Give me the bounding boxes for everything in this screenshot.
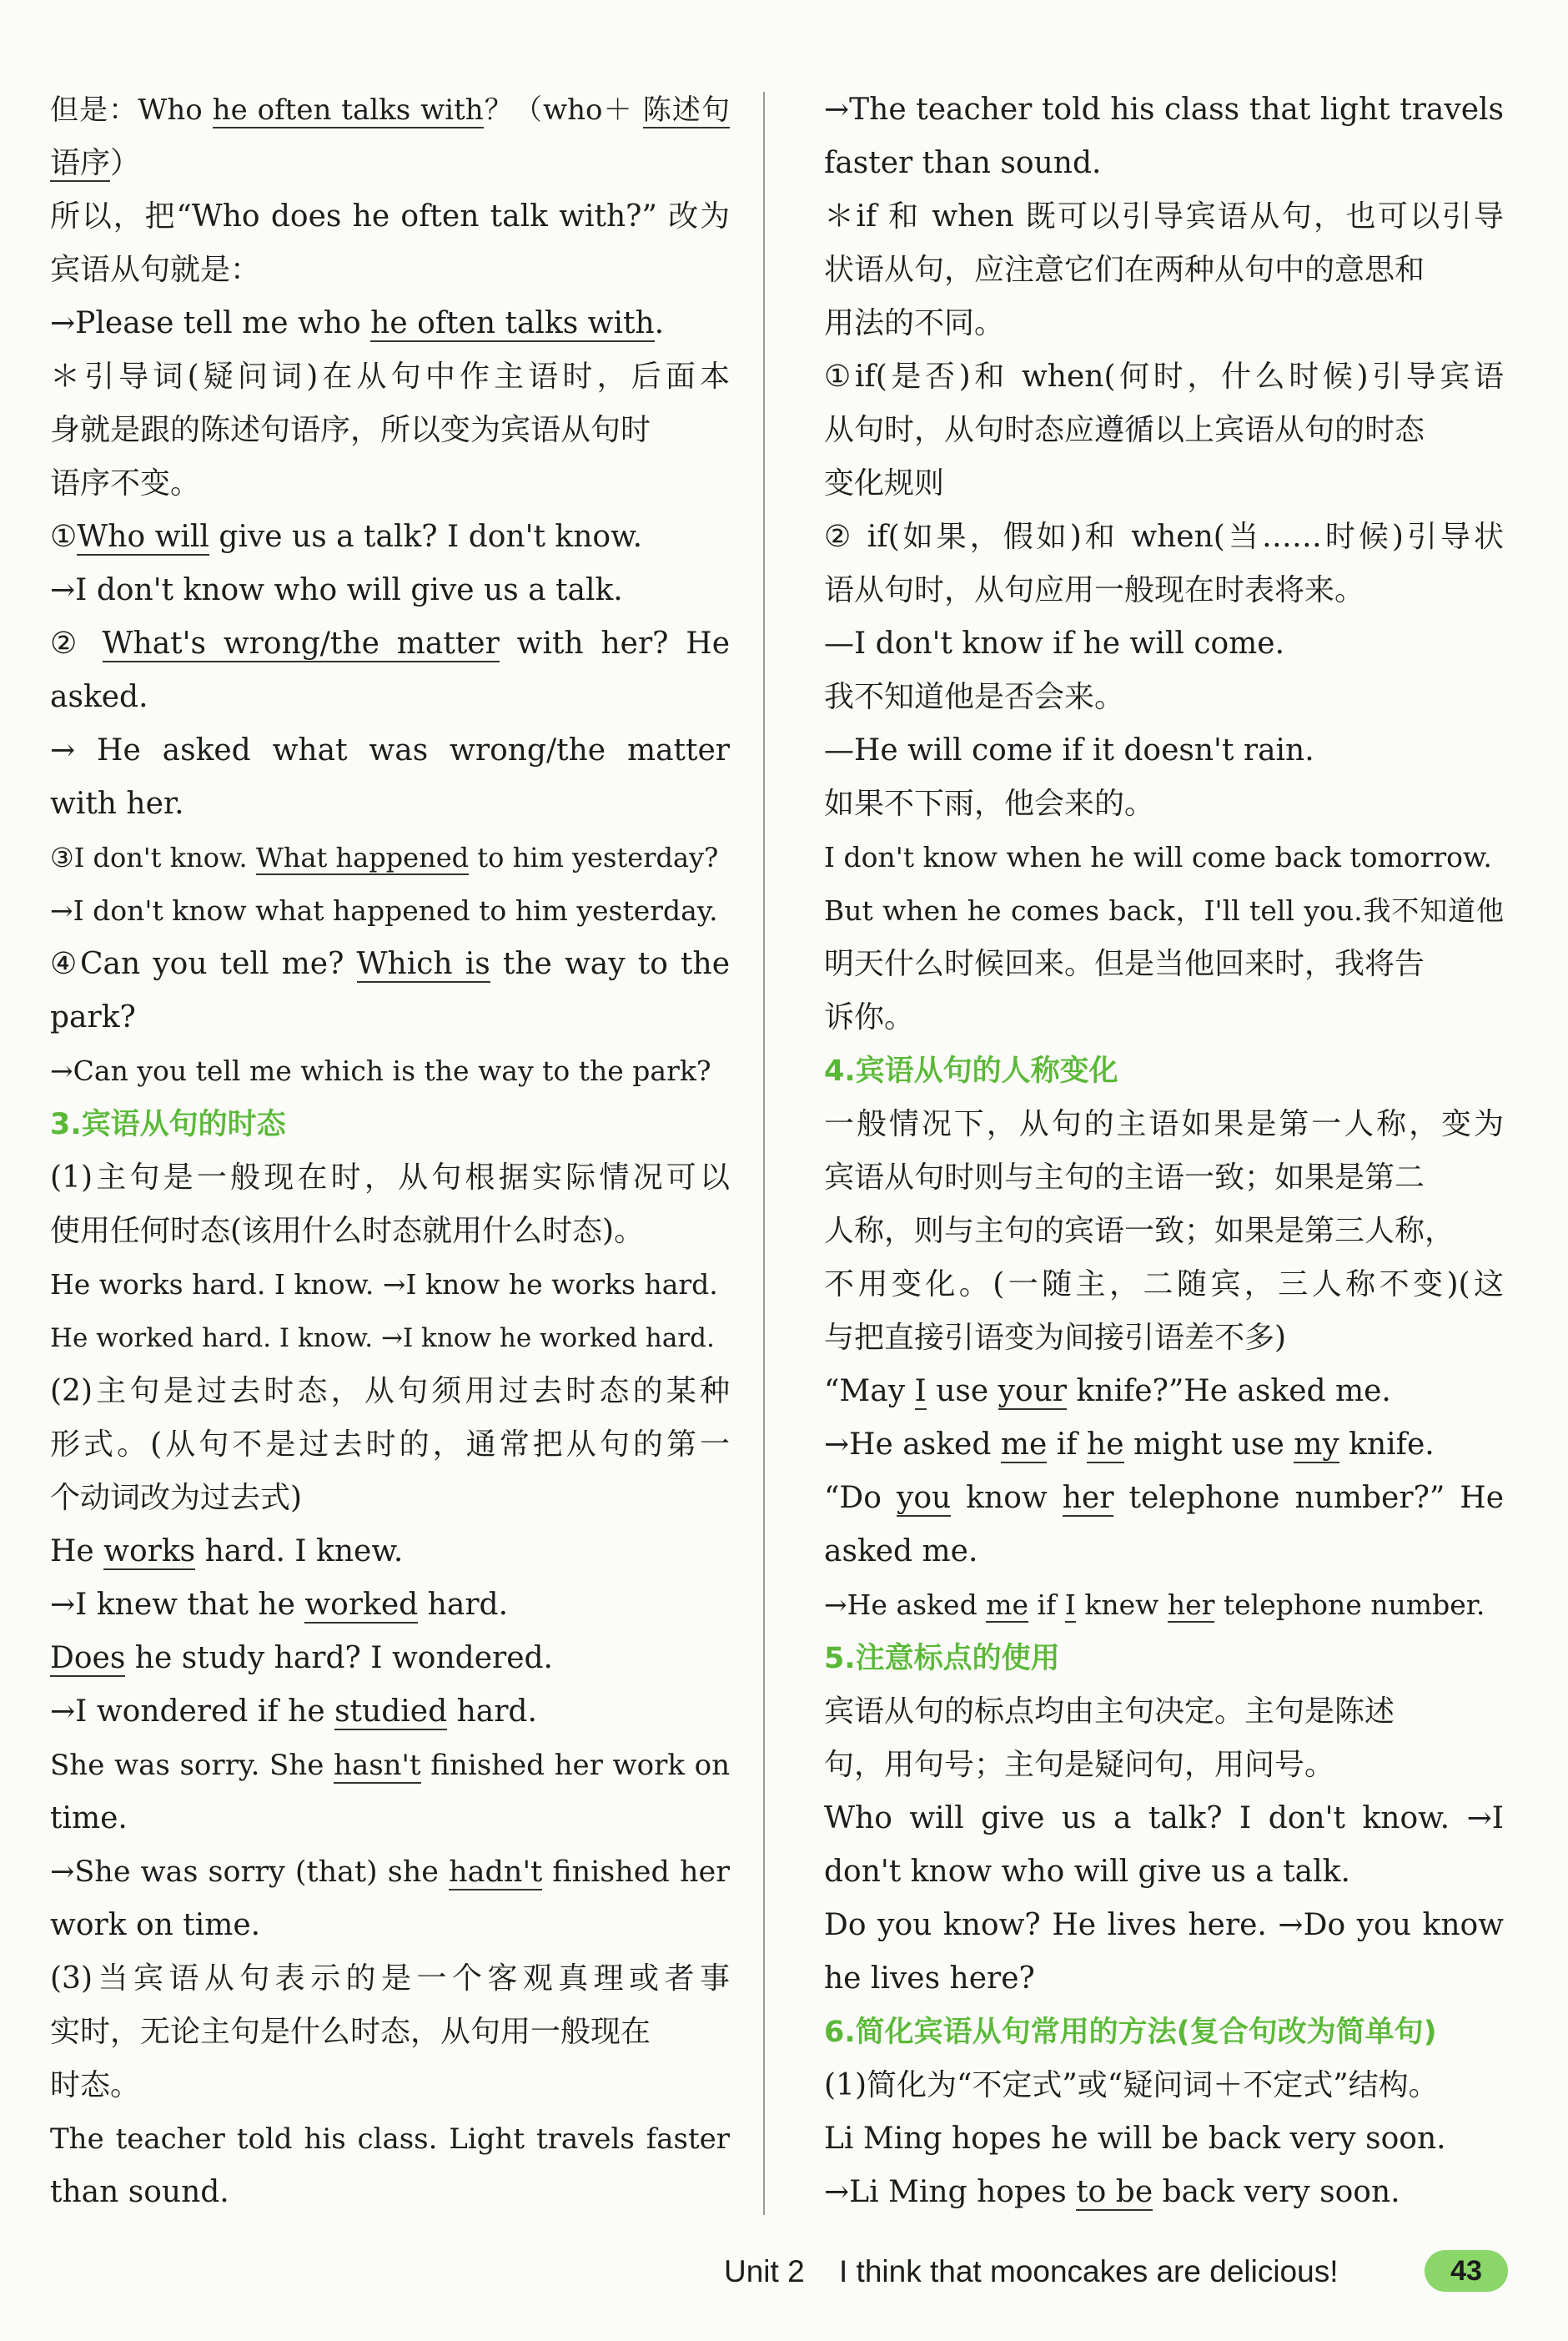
text-segment: But when he comes back，I'll tell you.我不知道他 bbox=[824, 894, 1504, 927]
text-line bbox=[50, 137, 730, 190]
footer-unit: Unit 2 bbox=[724, 2254, 805, 2288]
text-segment: 宾语从句就是： bbox=[50, 253, 261, 287]
text-line bbox=[50, 2006, 730, 2059]
text-segment: →I don't know who will give us a talk. bbox=[50, 573, 623, 607]
underlined-text: my bbox=[1294, 1427, 1339, 1462]
underlined-text: Which is bbox=[356, 947, 490, 981]
text-segment: if bbox=[1047, 1427, 1088, 1462]
text-segment: than sound. bbox=[50, 2175, 229, 2209]
text-line bbox=[824, 1258, 1504, 1311]
text-segment: →Li Ming hopes bbox=[824, 2175, 1077, 2209]
text-segment: 状语从句，应注意它们在两种从句中的意思和 bbox=[824, 253, 1425, 287]
text-line bbox=[824, 724, 1504, 778]
text-line bbox=[824, 671, 1504, 724]
text-segment: 我不知道他是否会来。 bbox=[824, 680, 1125, 714]
text-line bbox=[50, 1899, 730, 1952]
text-line bbox=[50, 1525, 730, 1578]
text-segment: →I don't know what happened to him yesterday. bbox=[50, 894, 718, 927]
text-segment: 如果不下雨，他会来的。 bbox=[824, 787, 1155, 821]
text-segment: 诉你。 bbox=[824, 1000, 915, 1035]
text-segment: 与把直接引语变为间接引语差不多) bbox=[824, 1321, 1287, 1355]
text-segment: 4.宾语从句的人称变化 bbox=[824, 1055, 1118, 1088]
text-line bbox=[50, 884, 730, 938]
text-segment: . bbox=[654, 306, 665, 340]
text-line bbox=[824, 2166, 1504, 2219]
text-line bbox=[824, 778, 1504, 831]
text-segment: he lives here? bbox=[824, 1961, 1035, 1996]
text-line bbox=[824, 1525, 1504, 1578]
text-line bbox=[50, 1365, 730, 1418]
text-line bbox=[50, 2059, 730, 2112]
text-segment: 语从句时，从句应用一般现在时表将来。 bbox=[824, 573, 1365, 607]
text-line bbox=[50, 1685, 730, 1739]
text-line bbox=[50, 511, 730, 564]
underlined-text: I bbox=[1064, 1588, 1076, 1621]
text-line bbox=[824, 1578, 1504, 1632]
text-segment: (1)简化为“不定式”或“疑问词＋不定式”结构。 bbox=[824, 2068, 1439, 2102]
text-line bbox=[50, 671, 730, 724]
text-segment: 一般情况下，从句的主语如果是第一人称，变为 bbox=[824, 1107, 1504, 1141]
text-segment: —I don't know if he will come. bbox=[824, 627, 1285, 661]
text-segment: I don't know when he will come back tomorrow. bbox=[824, 841, 1492, 873]
text-segment: the way to the bbox=[490, 947, 731, 981]
text-segment: He worked hard. I know. →I know he worked hard. bbox=[50, 1323, 715, 1353]
text-segment: finished her bbox=[542, 1855, 730, 1889]
text-line bbox=[50, 1311, 730, 1365]
text-segment: 不用变化。(一随主，二随宾，三人称不变)(这 bbox=[824, 1267, 1504, 1301]
section-heading bbox=[824, 1045, 1504, 1098]
text-segment: ？（who＋ bbox=[483, 93, 643, 127]
text-line bbox=[824, 564, 1504, 617]
text-segment: 个动词改为过去式) bbox=[50, 1481, 303, 1515]
underlined-text: me bbox=[986, 1588, 1029, 1621]
text-segment: →I wondered if he bbox=[50, 1694, 335, 1729]
text-segment: back very soon. bbox=[1153, 2175, 1400, 2209]
underlined-text: studied bbox=[334, 1694, 448, 1729]
text-segment: asked me. bbox=[824, 1534, 978, 1568]
text-segment: knew bbox=[1075, 1588, 1168, 1621]
text-segment: ） bbox=[110, 146, 141, 180]
underlined-text: worked bbox=[304, 1588, 419, 1622]
text-line bbox=[824, 457, 1504, 511]
text-segment: →He asked bbox=[824, 1588, 987, 1621]
text-segment: knife?”He asked me. bbox=[1067, 1374, 1391, 1408]
underlined-text: What's wrong/the matter bbox=[102, 627, 500, 661]
underlined-text: 陈述句 bbox=[642, 93, 731, 127]
text-line bbox=[50, 1258, 730, 1311]
underlined-text: Who will bbox=[77, 520, 209, 554]
text-segment: 使用任何时态(该用什么时态就用什么时态)。 bbox=[50, 1214, 645, 1248]
text-line bbox=[824, 511, 1504, 564]
text-line bbox=[824, 1685, 1504, 1739]
underlined-text: you bbox=[896, 1481, 952, 1515]
text-line bbox=[50, 1205, 730, 1258]
footer-title: I think that mooncakes are delicious! bbox=[839, 2254, 1339, 2288]
text-segment: 实时，无论主句是什么时态，从句用一般现在 bbox=[50, 2015, 651, 2049]
text-segment: (2)主句是过去时态，从句须用过去时态的某种 bbox=[50, 1374, 730, 1408]
text-line bbox=[824, 1418, 1504, 1472]
text-line bbox=[50, 1472, 730, 1525]
text-segment: 形式。(从句不是过去时的，通常把从句的第一 bbox=[50, 1427, 730, 1462]
text-segment: work on time. bbox=[50, 1908, 261, 1942]
text-line bbox=[50, 190, 730, 244]
text-segment: → He asked what was wrong/the matter bbox=[50, 733, 730, 768]
text-line bbox=[50, 2166, 730, 2219]
text-line bbox=[824, 617, 1504, 671]
underlined-text: What happened bbox=[255, 842, 470, 873]
text-line bbox=[824, 350, 1504, 404]
underlined-text: works bbox=[103, 1534, 196, 1568]
text-segment: →He asked bbox=[824, 1427, 1001, 1462]
section-heading bbox=[50, 1098, 730, 1151]
text-segment: ＊引导词(疑问词)在从句中作主语时，后面本 bbox=[50, 360, 730, 394]
underlined-text: me bbox=[1000, 1427, 1048, 1462]
text-line bbox=[824, 1311, 1504, 1365]
text-segment: 明天什么时候回来。但是当他回来时，我将告 bbox=[824, 947, 1425, 981]
text-line bbox=[824, 1151, 1504, 1205]
text-line bbox=[824, 1365, 1504, 1418]
page-footer bbox=[724, 2247, 1508, 2297]
text-line bbox=[50, 2112, 730, 2166]
text-line bbox=[824, 1952, 1504, 2006]
text-segment: ② bbox=[50, 627, 103, 661]
text-segment: 5.注意标点的使用 bbox=[824, 1642, 1060, 1675]
text-segment: to him yesterday? bbox=[469, 842, 719, 873]
text-line bbox=[824, 2059, 1504, 2112]
text-segment: give us a talk? I don't know. bbox=[209, 520, 643, 554]
text-segment: hard. bbox=[418, 1588, 509, 1622]
text-segment: 宾语从句的标点均由主句决定。主句是陈述 bbox=[824, 1694, 1395, 1729]
text-line bbox=[50, 724, 730, 778]
text-line bbox=[824, 404, 1504, 457]
text-segment: 语序不变。 bbox=[50, 466, 201, 501]
text-line bbox=[824, 137, 1504, 190]
underlined-text: he often talks with bbox=[370, 306, 655, 340]
text-line bbox=[50, 1632, 730, 1685]
underlined-text: I bbox=[914, 1374, 927, 1408]
text-segment: 用法的不同。 bbox=[824, 306, 1005, 340]
text-line bbox=[50, 1739, 730, 1792]
text-line bbox=[824, 297, 1504, 350]
text-segment: time. bbox=[50, 1801, 128, 1835]
underlined-text: hasn't bbox=[334, 1749, 421, 1782]
text-segment: ② if(如果，假如)和 when(当……时候)引导状 bbox=[824, 520, 1504, 554]
text-segment: He bbox=[50, 1534, 104, 1568]
text-segment: faster than sound. bbox=[824, 146, 1102, 180]
section-heading bbox=[824, 1632, 1504, 1685]
text-line bbox=[50, 1845, 730, 1899]
underlined-text: to be bbox=[1076, 2175, 1153, 2209]
text-segment: telephone number. bbox=[1214, 1588, 1485, 1621]
text-segment: 句，用句号；主句是疑问句，用问号。 bbox=[824, 1748, 1335, 1782]
text-segment: The teacher told his class. Light travels faster bbox=[50, 2122, 730, 2156]
text-segment: park? bbox=[50, 1000, 136, 1035]
text-segment: “May bbox=[824, 1374, 915, 1408]
text-segment: 6.简化宾语从句常用的方法(复合句改为简单句) bbox=[824, 2016, 1437, 2049]
text-line bbox=[824, 1739, 1504, 1792]
text-line bbox=[824, 1205, 1504, 1258]
text-segment: 宾语从句时则与主句的主语一致；如果是第二 bbox=[824, 1160, 1425, 1195]
page-number-badge: 43 bbox=[1425, 2250, 1508, 2292]
text-line bbox=[824, 1472, 1504, 1525]
text-segment: →She was sorry (that) she bbox=[50, 1855, 450, 1889]
text-line bbox=[50, 83, 730, 137]
text-segment: ③I don't know. bbox=[50, 842, 256, 873]
section-heading bbox=[824, 2006, 1504, 2059]
text-line bbox=[50, 404, 730, 457]
text-segment: he study hard? I wondered. bbox=[125, 1641, 553, 1675]
text-segment: knife. bbox=[1339, 1427, 1435, 1462]
text-line bbox=[50, 457, 730, 511]
text-segment: hard. I knew. bbox=[195, 1534, 404, 1568]
text-segment: 时态。 bbox=[50, 2068, 141, 2102]
text-segment: Do you know? He lives here. →Do you know bbox=[824, 1908, 1504, 1942]
left-column bbox=[50, 83, 730, 2219]
underlined-text: he often talks with bbox=[212, 93, 484, 127]
text-line bbox=[50, 991, 730, 1045]
text-line bbox=[50, 350, 730, 404]
text-segment: know bbox=[951, 1481, 1063, 1515]
text-segment: hard. bbox=[447, 1694, 537, 1729]
text-segment: with her? He bbox=[499, 627, 731, 661]
text-segment: →I knew that he bbox=[50, 1588, 305, 1622]
text-line bbox=[50, 244, 730, 297]
text-line bbox=[50, 1045, 730, 1098]
text-line bbox=[50, 831, 730, 884]
text-line bbox=[50, 1952, 730, 2006]
underlined-text: hadn't bbox=[449, 1855, 543, 1889]
text-line bbox=[824, 2112, 1504, 2166]
text-line bbox=[824, 190, 1504, 244]
text-segment: (3)当宾语从句表示的是一个客观真理或者事 bbox=[50, 1961, 730, 1996]
text-line bbox=[50, 1792, 730, 1845]
text-segment: Li Ming hopes he will be back very soon. bbox=[824, 2122, 1446, 2156]
text-segment: 3.宾语从句的时态 bbox=[50, 1108, 286, 1141]
underlined-text: 语序 bbox=[50, 146, 111, 180]
underlined-text: your bbox=[998, 1374, 1068, 1408]
text-segment: →The teacher told his class that light travels bbox=[824, 93, 1504, 127]
text-segment: with her. bbox=[50, 787, 184, 821]
text-segment: →Please tell me who bbox=[50, 306, 371, 340]
underlined-text: her bbox=[1167, 1588, 1215, 1621]
text-segment: ① bbox=[50, 520, 78, 554]
text-segment: don't know who will give us a talk. bbox=[824, 1855, 1350, 1889]
text-line bbox=[824, 991, 1504, 1045]
text-line bbox=[50, 297, 730, 350]
text-segment: if bbox=[1028, 1588, 1065, 1621]
text-segment: might use bbox=[1123, 1427, 1294, 1462]
text-segment: 变化规则 bbox=[824, 466, 945, 501]
text-segment: —He will come if it doesn't rain. bbox=[824, 733, 1314, 768]
text-segment: 从句时，从句时态应遵循以上宾语从句的时态 bbox=[824, 413, 1425, 447]
text-segment: finished her work on bbox=[420, 1749, 730, 1782]
text-segment: 身就是跟的陈述句语序，所以变为宾语从句时 bbox=[50, 413, 651, 447]
text-segment: He works hard. I know. →I know he works hard. bbox=[50, 1268, 718, 1301]
text-segment: 但是：Who bbox=[50, 93, 213, 127]
text-line bbox=[50, 564, 730, 617]
text-line bbox=[824, 831, 1504, 884]
text-line bbox=[824, 1845, 1504, 1899]
text-segment: 所以，把“Who does he often talk with?” 改为 bbox=[50, 199, 730, 234]
text-line bbox=[50, 938, 730, 991]
underlined-text: her bbox=[1062, 1481, 1114, 1515]
text-segment: She was sorry. She bbox=[50, 1749, 334, 1782]
text-segment: asked. bbox=[50, 680, 148, 714]
text-segment: ①if(是否)和 when(何时，什么时候)引导宾语 bbox=[824, 360, 1504, 394]
underlined-text: Does bbox=[50, 1641, 126, 1675]
text-line bbox=[50, 1418, 730, 1472]
text-line bbox=[824, 884, 1504, 938]
right-column bbox=[824, 83, 1504, 2219]
text-line bbox=[50, 617, 730, 671]
text-line bbox=[50, 1578, 730, 1632]
text-line bbox=[824, 1899, 1504, 1952]
text-segment: 人称，则与主句的宾语一致；如果是第三人称， bbox=[824, 1214, 1455, 1248]
text-line bbox=[824, 938, 1504, 991]
text-line bbox=[50, 1151, 730, 1205]
underlined-text: he bbox=[1087, 1427, 1124, 1462]
text-segment: “Do bbox=[824, 1481, 897, 1515]
text-segment: ＊if 和 when 既可以引导宾语从句，也可以引导 bbox=[824, 199, 1504, 234]
text-segment: →Can you tell me which is the way to the park? bbox=[50, 1055, 711, 1087]
text-line bbox=[824, 1098, 1504, 1151]
text-line bbox=[824, 83, 1504, 137]
text-line bbox=[824, 1792, 1504, 1845]
text-segment: Who will give us a talk? I don't know. →I bbox=[824, 1801, 1504, 1835]
text-line bbox=[50, 778, 730, 831]
column-divider bbox=[763, 92, 765, 2215]
text-line bbox=[824, 244, 1504, 297]
text-segment: use bbox=[926, 1374, 998, 1408]
text-segment: telephone number?” He bbox=[1113, 1481, 1505, 1515]
text-segment: ④Can you tell me? bbox=[50, 947, 357, 981]
text-segment: (1)主句是一般现在时，从句根据实际情况可以 bbox=[50, 1160, 730, 1195]
